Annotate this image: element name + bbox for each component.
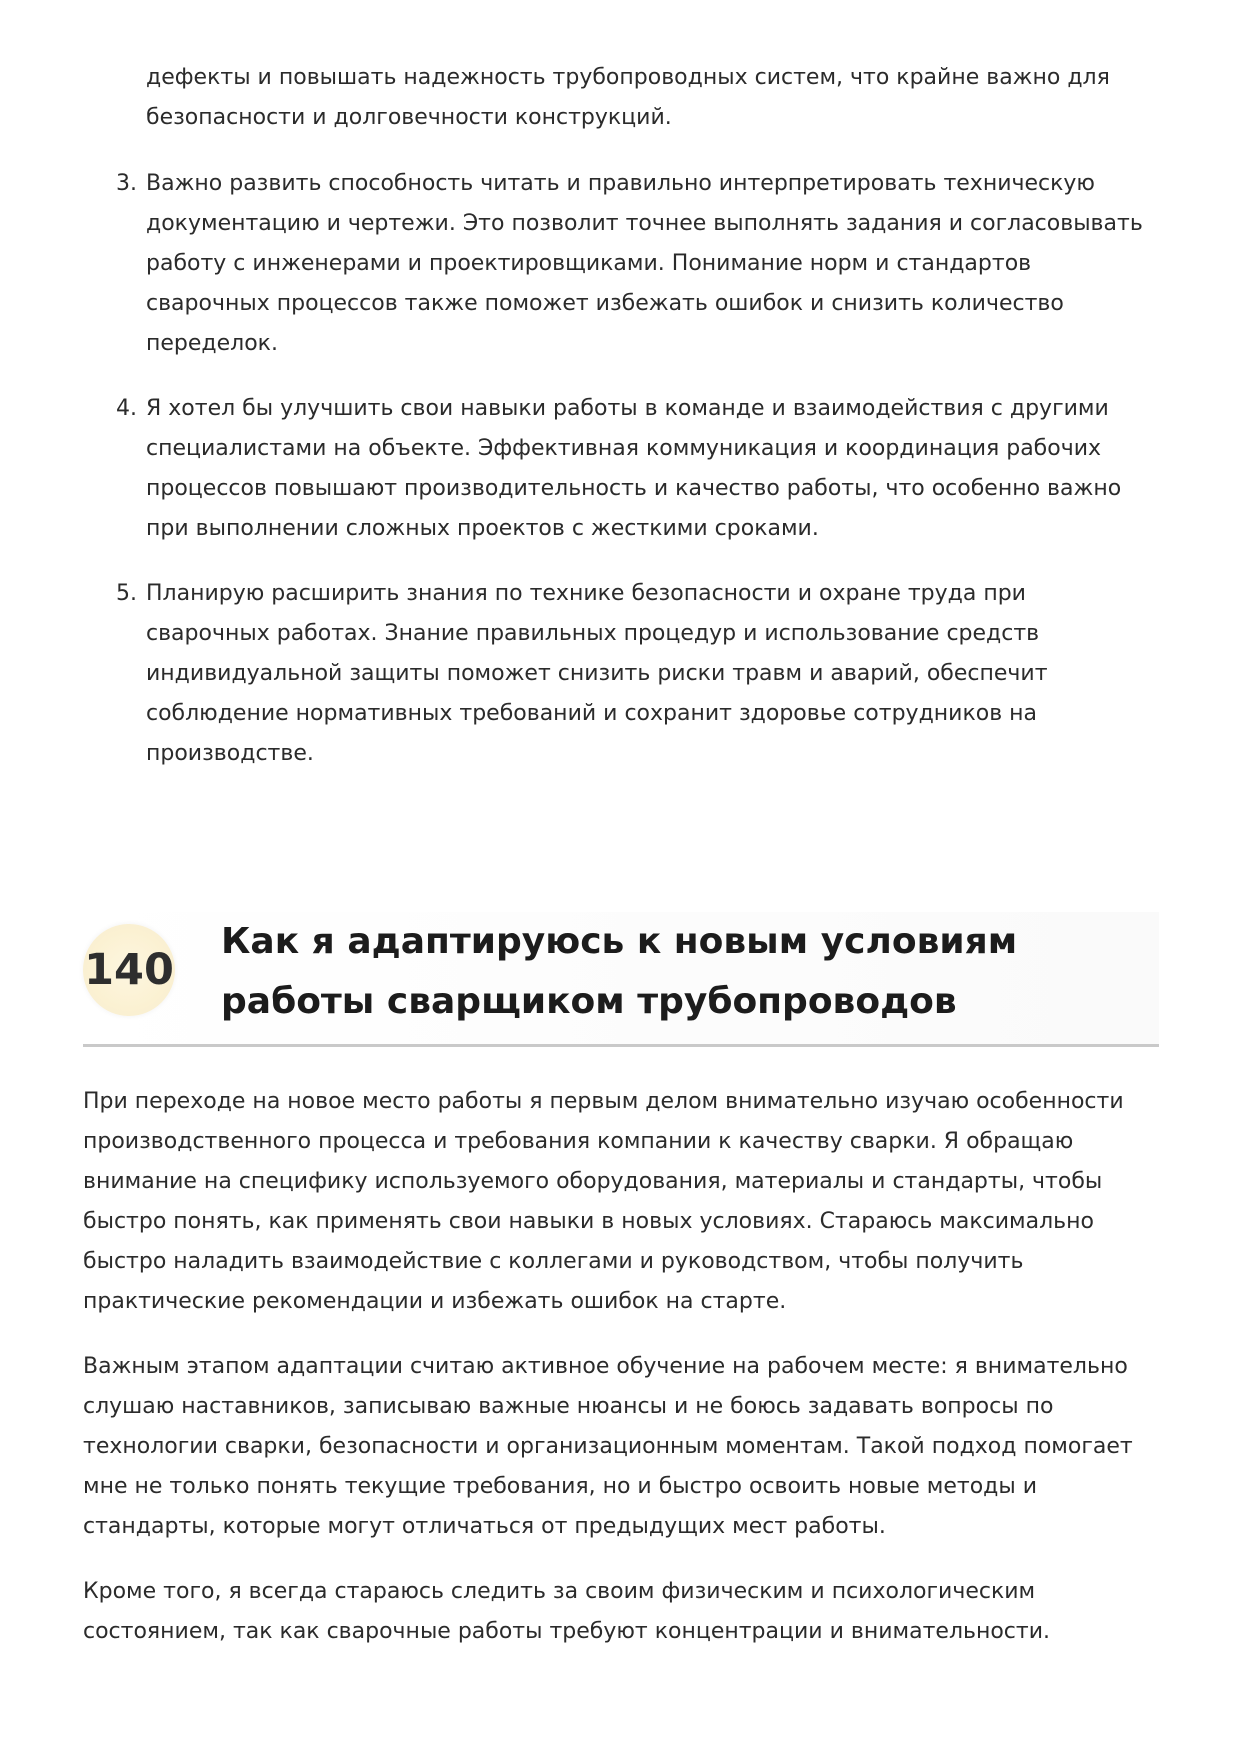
list-item-continuation: дефекты и повышать надежность трубопроводных систем, что крайне важно для безопасности и долговечности конструкций. [146, 65, 1110, 130]
numbered-list [116, 164, 1156, 799]
list-item-text: Я хотел бы улучшить свои навыки работы в команде и взаимодействия с другими специалистами на объекте. Эффективная коммуникация и координация рабочих процессов повышают производительность и качество работы, что особенно важно при выполнении сложных проектов с жесткими сроками. [146, 396, 1122, 541]
section-body [83, 1082, 1159, 1677]
paragraph: При переходе на новое место работы я первым делом внимательно изучаю особенности производственного процесса и требования компании к качеству сварки. Я обращаю внимание на специфику используемого оборудования, материалы и стандарты, чтобы быстро понять, как применять свои навыки в новых условиях. Стараюсь максимально быстро наладить взаимодействие с коллегами и руководством, чтобы получить практические рекомендации и избежать ошибок на старте. [83, 1089, 1124, 1314]
list-item-number: 5. [116, 581, 137, 606]
list-item [116, 389, 1156, 549]
list-item-number: 4. [116, 396, 137, 421]
paragraph: Важным этапом адаптации считаю активное обучение на рабочем месте: я внимательно слушаю наставников, записываю важные нюансы и не боюсь задавать вопросы по технологии сварки, безопасности и организационным моментам. Такой подход помогает мне не только понять текущие требования, но и быстро освоить новые методы и стандарты, которые могут отличаться от предыдущих мест работы. [83, 1354, 1133, 1539]
section-header [83, 912, 1159, 1047]
paragraph: Кроме того, я всегда стараюсь следить за своим физическим и психологическим состоянием, так как сварочные работы требуют концентрации и внимательности. [83, 1579, 1051, 1644]
section-number-badge: 140 [83, 924, 175, 1016]
list-item [116, 164, 1156, 364]
list-item-text: Важно развить способность читать и правильно интерпретировать техническую документацию и чертежи. Это позволит точнее выполнять задания и согласовывать работу с инженерами и проектировщиками. Понимание норм и стандартов сварочных процессов также поможет избежать ошибок и снизить количество переделок. [146, 171, 1143, 356]
list-item-text: Планирую расширить знания по технике безопасности и охране труда при сварочных работах. Знание правильных процедур и использование средств индивидуальной защиты поможет снизить риски травм и аварий, обеспечит соблюдение нормативных требований и сохранит здоровье сотрудников на производстве. [146, 581, 1048, 766]
section-title: Как я адаптируюсь к новым условиям работы сварщиком трубопроводов [221, 921, 1018, 1022]
list-item-number: 3. [116, 171, 137, 196]
list-item [116, 574, 1156, 774]
